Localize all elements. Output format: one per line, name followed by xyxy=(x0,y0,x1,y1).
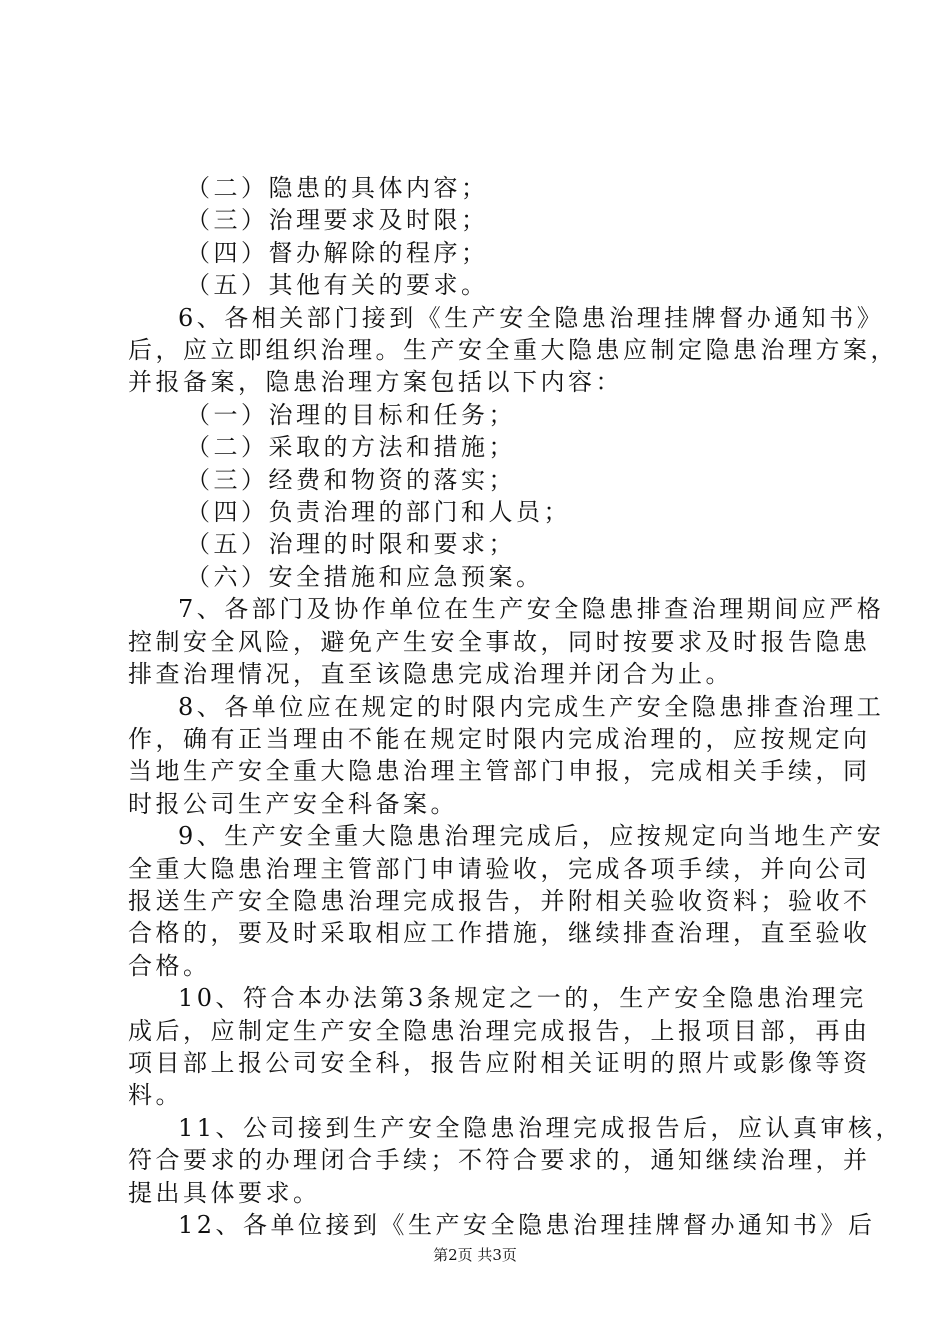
text-line: 6、各相关部门接到《生产安全隐患治理挂牌督办通知书》 xyxy=(178,303,885,332)
text-line: 料。 xyxy=(128,1081,183,1110)
text-line: （五）其他有关的要求。 xyxy=(186,271,489,300)
text-line: 控制安全风险，避免产生安全事故，同时按要求及时报告隐患 xyxy=(128,627,871,656)
page-footer: 第2页 共3页 xyxy=(433,1246,517,1264)
text-line: 后，应立即组织治理。生产安全重大隐患应制定隐患治理方案， xyxy=(128,336,898,365)
text-line: （四）督办解除的程序； xyxy=(186,238,489,267)
text-line: 报送生产安全隐患治理完成报告，并附相关验收资料；验收不 xyxy=(128,886,871,915)
text-line: 全重大隐患治理主管部门申请验收，完成各项手续，并向公司 xyxy=(128,854,871,883)
text-line: 合格的，要及时采取相应工作措施，继续排查治理，直至验收 xyxy=(128,919,871,948)
text-line: （六）安全措施和应急预案。 xyxy=(186,562,544,591)
text-line: （三）经费和物资的落实； xyxy=(186,465,516,494)
text-line: （五）治理的时限和要求； xyxy=(186,530,516,559)
text-line: 8、各单位应在规定的时限内完成生产安全隐患排查治理工 xyxy=(178,692,885,721)
document-body xyxy=(128,172,904,1241)
text-line: 时报公司生产安全科备案。 xyxy=(128,789,458,818)
text-line: 成后，应制定生产安全隐患治理完成报告，上报项目部，再由 xyxy=(128,1016,871,1045)
text-line: 排查治理情况，直至该隐患完成治理并闭合为止。 xyxy=(128,660,733,689)
text-line: （三）治理要求及时限； xyxy=(186,206,489,235)
text-line: 合格。 xyxy=(128,951,211,980)
text-line: 提出具体要求。 xyxy=(128,1178,321,1207)
text-line: （一）治理的目标和任务； xyxy=(186,400,516,429)
text-line: （四）负责治理的部门和人员； xyxy=(186,498,571,527)
text-line: 符合要求的办理闭合手续；不符合要求的，通知继续治理，并 xyxy=(128,1146,871,1175)
text-line: （二）采取的方法和措施； xyxy=(186,433,516,462)
text-line: 10、符合本办法第3条规定之一的，生产安全隐患治理完 xyxy=(178,984,867,1013)
text-line: 项目部上报公司安全科，报告应附相关证明的照片或影像等资 xyxy=(128,1048,871,1077)
text-line: 当地生产安全重大隐患治理主管部门申报，完成相关手续，同 xyxy=(128,757,871,786)
text-line: 12、各单位接到《生产安全隐患治理挂牌督办通知书》后 xyxy=(178,1211,876,1239)
text-line: 9、生产安全重大隐患治理完成后，应按规定向当地生产安 xyxy=(178,822,885,851)
text-line: 并报备案，隐患治理方案包括以下内容： xyxy=(128,368,623,397)
text-line: 11、公司接到生产安全隐患治理完成报告后，应认真审核， xyxy=(178,1113,904,1142)
text-line: 7、各部门及协作单位在生产安全隐患排查治理期间应严格 xyxy=(178,595,885,624)
text-line: （二）隐患的具体内容； xyxy=(186,174,489,202)
text-line: 作，确有正当理由不能在规定时限内完成治理的，应按规定向 xyxy=(128,724,871,753)
